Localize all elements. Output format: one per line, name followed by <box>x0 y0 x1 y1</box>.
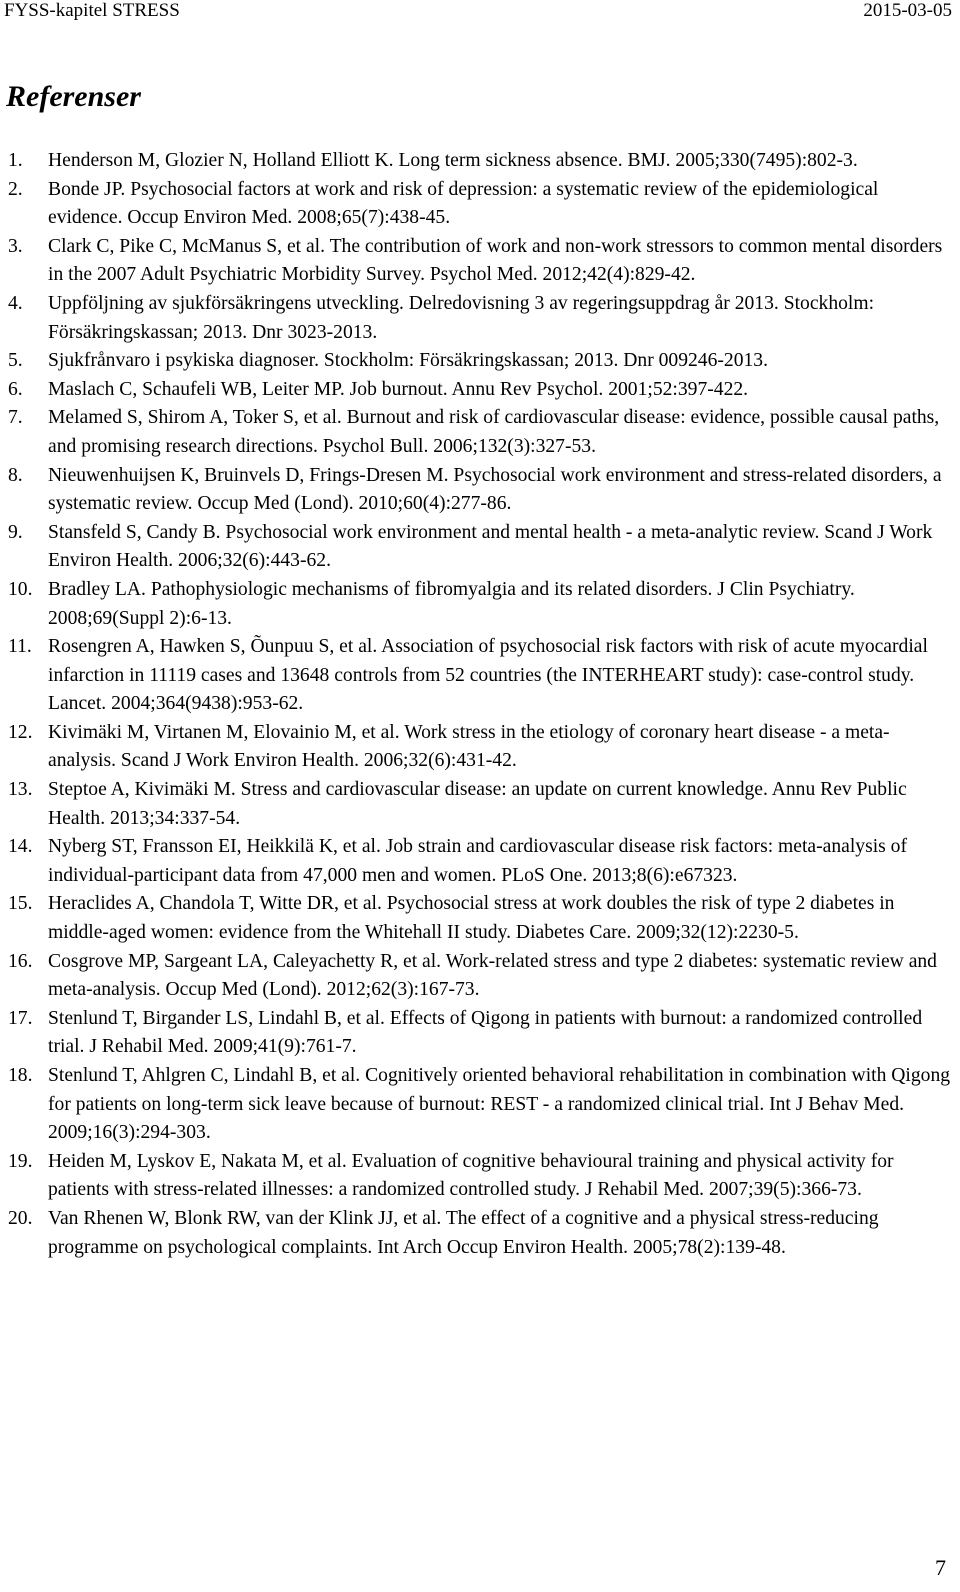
reference-item <box>8 1062 953 1148</box>
page-number: 7 <box>935 1555 946 1580</box>
reference-number: 7. <box>8 407 23 429</box>
reference-number: 4. <box>8 292 23 314</box>
reference-item <box>8 1205 953 1262</box>
reference-item <box>8 1148 953 1205</box>
reference-text: Melamed S, Shirom A, Toker S, et al. Burnout and risk of cardiovascular disease: evidence, possible causal paths, and promising research directions. Psychol Bull. 2006;132(3):327-53. <box>48 407 940 457</box>
reference-item <box>8 948 953 1005</box>
reference-text: Rosengren A, Hawken S, Õunpuu S, et al. Association of psychosocial risk factors with risk of acute myocardial infarction in 11119 cases and 13648 controls from 52 countries (the INTERHEART study): case-control study. Lancet. 2004;364(9438):953-62. <box>48 636 928 715</box>
document-title: FYSS-kapitel STRESS <box>4 0 180 21</box>
reference-item <box>8 833 953 890</box>
reference-item <box>8 176 953 233</box>
reference-number: 16. <box>8 950 33 972</box>
reference-text: Bradley LA. Pathophysiologic mechanisms of fibromyalgia and its related disorders. J Clin Psychiatry. 2008;69(Suppl 2):6-13. <box>48 578 855 629</box>
reference-item <box>8 1005 953 1062</box>
reference-number: 19. <box>8 1150 33 1172</box>
section-heading: Referenser <box>6 80 141 113</box>
reference-number: 2. <box>8 178 23 200</box>
reference-number: 3. <box>8 235 23 257</box>
reference-number: 11. <box>8 636 32 658</box>
reference-text: Heraclides A, Chandola T, Witte DR, et al. Psychosocial stress at work doubles the risk of type 2 diabetes in middle-aged women: evidence from the Whitehall II study. Diabetes Care. 2009;32(12):2230-5. <box>48 893 895 944</box>
reference-text: Uppföljning av sjukförsäkringens utveckling. Delredovisning 3 av regeringsuppdrag år 2013. Stockholm: Försäkringskassan; 2013. Dnr 3023-2013. <box>48 292 875 343</box>
reference-text: Steptoe A, Kivimäki M. Stress and cardiovascular disease: an update on current knowledge. Annu Rev Public Health. 2013;34:337-54. <box>48 779 907 829</box>
reference-text: Henderson M, Glozier N, Holland Elliott K. Long term sickness absence. BMJ. 2005;330(7495):802-3. <box>48 150 858 171</box>
reference-item <box>8 233 953 290</box>
reference-item <box>8 290 953 347</box>
reference-number: 13. <box>8 779 33 801</box>
reference-item <box>8 890 953 947</box>
reference-text: Nieuwenhuijsen K, Bruinvels D, Frings-Dresen M. Psychosocial work environment and stress-related disorders, a systematic review. Occup Med (Lond). 2010;60(4):277-86. <box>48 464 942 515</box>
reference-number: 12. <box>8 721 33 743</box>
reference-number: 6. <box>8 378 23 400</box>
reference-text: Kivimäki M, Virtanen M, Elovainio M, et al. Work stress in the etiology of coronary heart disease - a meta-analysis. Scand J Work Environ Health. 2006;32(6):431-42. <box>48 721 890 772</box>
reference-number: 17. <box>8 1007 33 1029</box>
reference-text: Clark C, Pike C, McManus S, et al. The contribution of work and non-work stressors to common mental disorders in the 2007 Adult Psychiatric Morbidity Survey. Psychol Med. 2012;42(4):829-42. <box>48 235 943 286</box>
reference-text: Stenlund T, Birgander LS, Lindahl B, et al. Effects of Qigong in patients with burnout: a randomized controlled trial. J Rehabil Med. 2009;41(9):761-7. <box>48 1007 923 1058</box>
reference-item <box>8 347 953 376</box>
reference-text: Cosgrove MP, Sargeant LA, Caleyachetty R, et al. Work-related stress and type 2 diabetes: systematic review and meta-analysis. Occup Med (Lond). 2012;62(3):167-73. <box>48 950 937 1001</box>
reference-number: 14. <box>8 836 33 858</box>
reference-list <box>8 147 953 1262</box>
reference-number: 1. <box>8 150 23 171</box>
reference-item <box>8 462 953 519</box>
reference-number: 10. <box>8 578 33 600</box>
document-date: 2015-03-05 <box>863 0 952 21</box>
page-header <box>0 0 960 30</box>
reference-item <box>8 633 953 719</box>
reference-number: 20. <box>8 1207 33 1229</box>
reference-item <box>8 404 953 461</box>
reference-item <box>8 519 953 576</box>
reference-number: 15. <box>8 893 33 915</box>
reference-item <box>8 719 953 776</box>
reference-item <box>8 376 953 405</box>
reference-text: Van Rhenen W, Blonk RW, van der Klink JJ, et al. The effect of a cognitive and a physical stress-reducing programme on psychological complaints. Int Arch Occup Environ Health. 2005;78(2):139-48. <box>48 1207 879 1258</box>
reference-text: Stenlund T, Ahlgren C, Lindahl B, et al. Cognitively oriented behavioral rehabilitation in combination with Qigong for patients on long-term sick leave because of burnout: REST - a randomized clinical trial. Int J Behav Med. 2009;16(3):294-303. <box>48 1065 951 1144</box>
reference-item <box>8 576 953 633</box>
reference-number: 8. <box>8 464 23 486</box>
reference-text: Heiden M, Lyskov E, Nakata M, et al. Evaluation of cognitive behavioural training and physical activity for patients with stress-related illnesses: a randomized controlled study. J Rehabil Med. 2007;39(5):366-73. <box>48 1150 894 1201</box>
reference-number: 18. <box>8 1065 33 1086</box>
reference-item <box>8 147 953 176</box>
reference-text: Bonde JP. Psychosocial factors at work and risk of depression: a systematic review of the epidemiological evidence. Occup Environ Med. 2008;65(7):438-45. <box>48 178 879 229</box>
reference-text: Nyberg ST, Fransson EI, Heikkilä K, et al. Job strain and cardiovascular disease risk factors: meta-analysis of individual-participant data from 47,000 men and women. PLoS One. 2013;8(6):e67323. <box>48 836 907 886</box>
reference-number: 5. <box>8 350 23 372</box>
reference-text: Sjukfrånvaro i psykiska diagnoser. Stockholm: Försäkringskassan; 2013. Dnr 009246-2013. <box>48 350 769 372</box>
reference-text: Maslach C, Schaufeli WB, Leiter MP. Job burnout. Annu Rev Psychol. 2001;52:397-422. <box>48 378 749 400</box>
reference-text: Stansfeld S, Candy B. Psychosocial work environment and mental health - a meta-analytic review. Scand J Work Environ Health. 2006;32(6):443-62. <box>48 521 933 572</box>
reference-item <box>8 776 953 833</box>
reference-number: 9. <box>8 521 23 543</box>
